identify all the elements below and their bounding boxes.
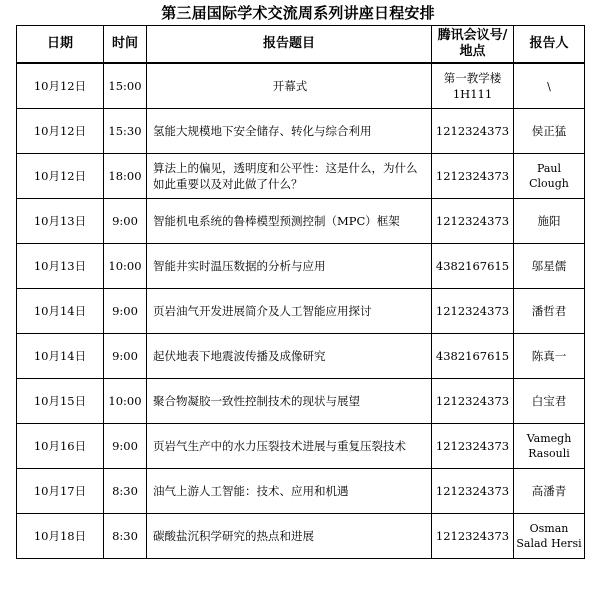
cell-topic: 聚合物凝胶一致性控制技术的现状与展望 xyxy=(147,379,432,424)
table-row xyxy=(17,289,585,334)
cell-topic: 智能井实时温压数据的分析与应用 xyxy=(147,244,432,289)
cell-room: 1212324373 xyxy=(432,199,514,244)
cell-speaker: 白宝君 xyxy=(514,379,585,424)
cell-topic: 智能机电系统的鲁棒模型预测控制（MPC）框架 xyxy=(147,199,432,244)
cell-room: 1212324373 xyxy=(432,154,514,199)
cell-speaker: 潘哲君 xyxy=(514,289,585,334)
cell-time: 8:30 xyxy=(104,514,147,559)
cell-time: 15:30 xyxy=(104,109,147,154)
table-row xyxy=(17,514,585,559)
cell-time: 18:00 xyxy=(104,154,147,199)
table-row xyxy=(17,379,585,424)
table-row xyxy=(17,469,585,514)
cell-speaker: \ xyxy=(514,63,585,109)
cell-date: 10月14日 xyxy=(17,289,104,334)
cell-topic: 油气上游人工智能：技术、应用和机遇 xyxy=(147,469,432,514)
cell-time: 9:00 xyxy=(104,424,147,469)
table-row xyxy=(17,63,585,109)
cell-date: 10月15日 xyxy=(17,379,104,424)
cell-room: 1212324373 xyxy=(432,289,514,334)
page-title: 第三届国际学术交流周系列讲座日程安排 xyxy=(161,4,435,22)
header-date: 日期 xyxy=(17,26,104,64)
cell-room: 1212324373 xyxy=(432,109,514,154)
cell-date: 10月12日 xyxy=(17,154,104,199)
cell-speaker: 高潘青 xyxy=(514,469,585,514)
cell-time: 9:00 xyxy=(104,199,147,244)
table-row xyxy=(17,424,585,469)
header-room: 腾讯会议号/地点 xyxy=(432,26,514,64)
cell-room: 4382167615 xyxy=(432,334,514,379)
header-row xyxy=(17,26,585,64)
cell-date: 10月17日 xyxy=(17,469,104,514)
header-topic: 报告题目 xyxy=(147,26,432,64)
cell-date: 10月12日 xyxy=(17,109,104,154)
cell-topic: 算法上的偏见，透明度和公平性：这是什么，为什么如此重要以及对此做了什么？ xyxy=(147,154,432,199)
cell-speaker: Paul Clough xyxy=(514,154,585,199)
cell-time: 10:00 xyxy=(104,379,147,424)
cell-date: 10月13日 xyxy=(17,244,104,289)
cell-date: 10月14日 xyxy=(17,334,104,379)
cell-date: 10月13日 xyxy=(17,199,104,244)
cell-topic: 页岩气生产中的水力压裂技术进展与重复压裂技术 xyxy=(147,424,432,469)
cell-room: 4382167615 xyxy=(432,244,514,289)
cell-topic: 页岩油气开发进展简介及人工智能应用探讨 xyxy=(147,289,432,334)
cell-topic: 碳酸盐沉积学研究的热点和进展 xyxy=(147,514,432,559)
cell-time: 9:00 xyxy=(104,334,147,379)
cell-speaker: Osman Salad Hersi xyxy=(514,514,585,559)
cell-time: 15:00 xyxy=(104,63,147,109)
cell-speaker: 施阳 xyxy=(514,199,585,244)
cell-date: 10月12日 xyxy=(17,63,104,109)
cell-date: 10月16日 xyxy=(17,424,104,469)
cell-speaker: 侯正猛 xyxy=(514,109,585,154)
cell-room: 1212324373 xyxy=(432,469,514,514)
cell-speaker: Vamegh Rasouli xyxy=(514,424,585,469)
table-row xyxy=(17,154,585,199)
cell-date: 10月18日 xyxy=(17,514,104,559)
header-speaker: 报告人 xyxy=(514,26,585,64)
table-row xyxy=(17,109,585,154)
cell-time: 8:30 xyxy=(104,469,147,514)
table-row xyxy=(17,334,585,379)
cell-topic: 氢能大规模地下安全储存、转化与综合利用 xyxy=(147,109,432,154)
cell-topic: 开幕式 xyxy=(147,63,432,109)
table-row xyxy=(17,244,585,289)
table-row xyxy=(17,199,585,244)
header-time: 时间 xyxy=(104,26,147,64)
schedule-table xyxy=(16,25,585,559)
cell-room: 1212324373 xyxy=(432,379,514,424)
cell-speaker: 陈真一 xyxy=(514,334,585,379)
cell-speaker: 邬星儒 xyxy=(514,244,585,289)
cell-time: 9:00 xyxy=(104,289,147,334)
cell-topic: 起伏地表下地震波传播及成像研究 xyxy=(147,334,432,379)
cell-room: 1212324373 xyxy=(432,514,514,559)
cell-room: 第一教学楼 1H111 xyxy=(432,63,514,109)
cell-time: 10:00 xyxy=(104,244,147,289)
cell-room: 1212324373 xyxy=(432,424,514,469)
